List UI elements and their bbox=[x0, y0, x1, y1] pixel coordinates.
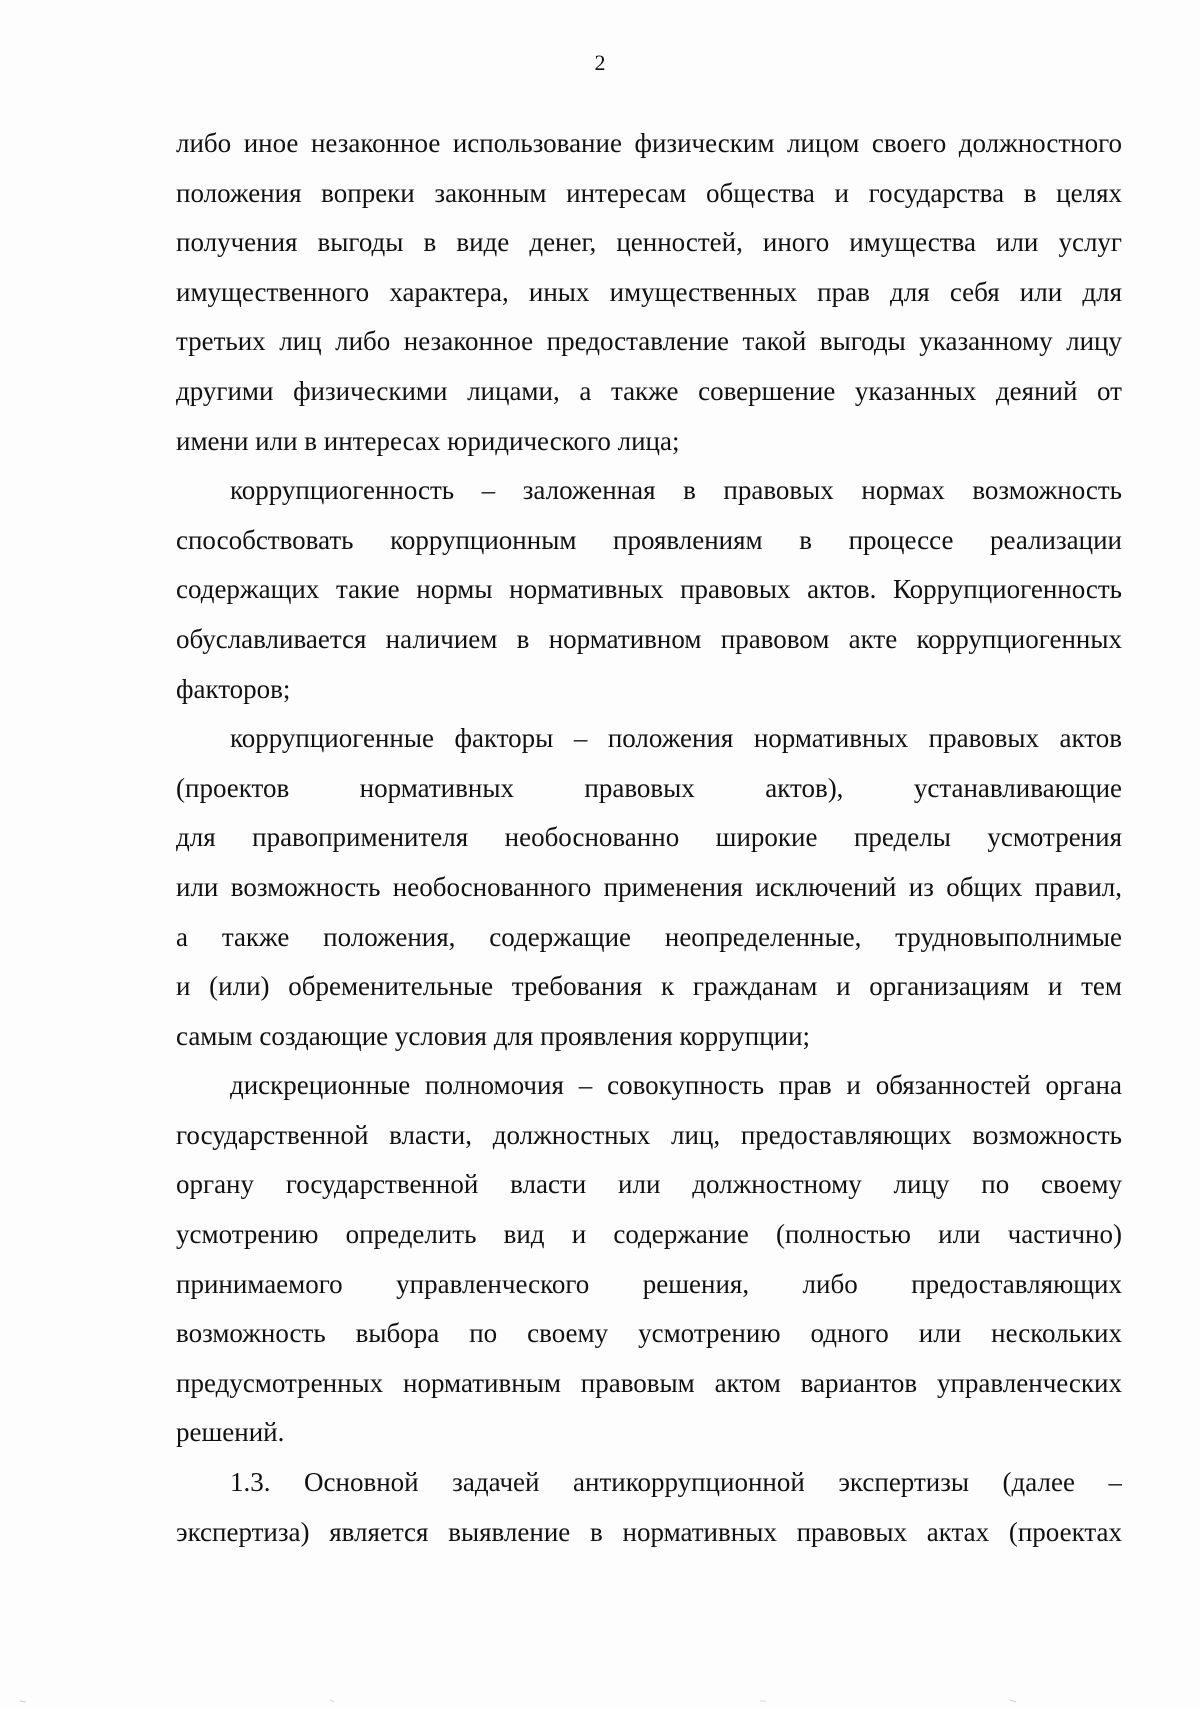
scan-edge-marks bbox=[0, 1695, 1200, 1705]
text-line: положения вопреки законным интересам общества и государства в целях bbox=[176, 177, 1122, 208]
text-line: 1.3. Основной задачей антикоррупционной экспертизы (далее – bbox=[230, 1467, 1122, 1498]
text-line: и (или) обременительные требования к гражданам и организациям и тем bbox=[176, 971, 1122, 1002]
text-line: способствовать коррупционным проявлениям в процессе реализации bbox=[176, 524, 1122, 555]
document-body bbox=[176, 119, 1122, 1557]
text-line: (проектов нормативных правовых актов), устанавливающие bbox=[176, 772, 1122, 803]
text-line: самым создающие условия для проявления коррупции; bbox=[176, 1020, 811, 1051]
text-line: или возможность необоснованного применения исключений из общих правил, bbox=[176, 871, 1122, 902]
text-line: принимаемого управленческого решения, либо предоставляющих bbox=[176, 1268, 1122, 1299]
text-line: третьих лиц либо незаконное предоставление такой выгоды указанному лицу bbox=[176, 326, 1122, 357]
text-line: имущественного характера, иных имущественных прав для себя или для bbox=[176, 276, 1122, 307]
text-line: содержащих такие нормы нормативных правовых актов. Коррупциогенность bbox=[176, 574, 1122, 605]
text-line: другими физическими лицами, а также совершение указанных деяний от bbox=[176, 375, 1122, 406]
page-number: 2 bbox=[594, 50, 606, 75]
text-line: возможность выбора по своему усмотрению одного или нескольких bbox=[176, 1318, 1122, 1349]
text-line: усмотрению определить вид и содержание (полностью или частично) bbox=[176, 1219, 1122, 1250]
text-line: получения выгоды в виде денег, ценностей, иного имущества или услуг bbox=[176, 227, 1122, 258]
text-line: коррупциогенность – заложенная в правовых нормах возможность bbox=[230, 475, 1122, 506]
text-line: органу государственной власти или должностному лицу по своему bbox=[176, 1169, 1122, 1200]
text-line: для правоприменителя необоснованно широкие пределы усмотрения bbox=[176, 822, 1122, 853]
text-line: решений. bbox=[176, 1417, 285, 1448]
text-line: имени или в интересах юридического лица; bbox=[176, 425, 680, 456]
text-line: государственной власти, должностных лиц, предоставляющих возможность bbox=[176, 1119, 1122, 1150]
text-line: факторов; bbox=[176, 673, 291, 704]
text-line: обуславливается наличием в нормативном правовом акте коррупциогенных bbox=[176, 623, 1122, 654]
text-line: предусмотренных нормативным правовым актом вариантов управленческих bbox=[176, 1367, 1122, 1398]
text-line: а также положения, содержащие неопределенные, трудновыполнимые bbox=[176, 921, 1122, 952]
text-line: экспертиза) является выявление в нормативных правовых актах (проектах bbox=[176, 1516, 1122, 1547]
text-line: коррупциогенные факторы – положения нормативных правовых актов bbox=[230, 723, 1122, 754]
text-line: дискреционные полномочия – совокупность прав и обязанностей органа bbox=[230, 1070, 1122, 1101]
text-line: либо иное незаконное использование физическим лицом своего должностного bbox=[176, 128, 1122, 158]
